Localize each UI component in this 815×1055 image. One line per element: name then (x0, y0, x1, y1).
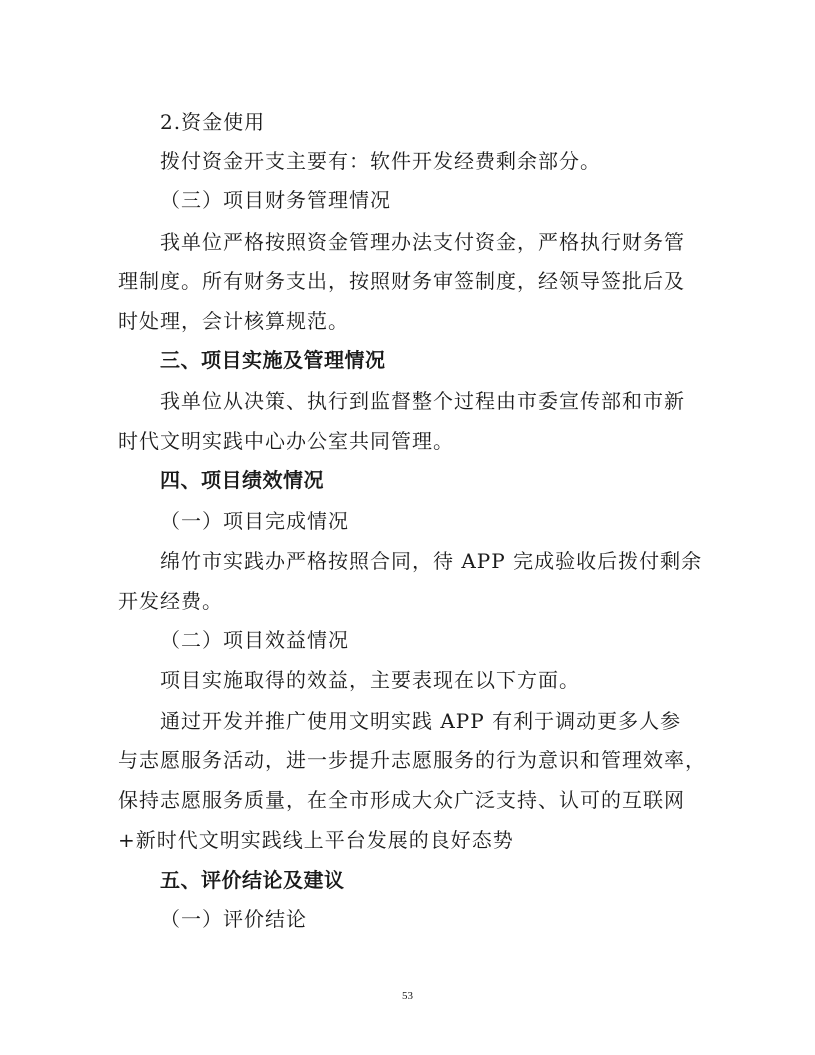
page-number: 53 (402, 990, 413, 1002)
section-heading: 三、项目实施及管理情况 (160, 348, 386, 372)
paragraph-line: 理制度。所有财务支出，按照财务审签制度，经领导签批后及 (118, 269, 685, 293)
paragraph-line: 时处理，会计核算规范。 (118, 309, 349, 333)
subsection-heading: （二）项目效益情况 (160, 628, 349, 652)
paragraph-line: 我单位从决策、执行到监督整个过程由市委宣传部和市新 (160, 389, 685, 413)
section-heading: 五、评价结论及建议 (160, 868, 345, 892)
section-heading: 四、项目绩效情况 (160, 468, 324, 492)
subsection-heading: （一）项目完成情况 (160, 509, 349, 533)
paragraph-line: +新时代文明实践线上平台发展的良好态势 (118, 828, 514, 852)
paragraph-line: 开发经费。 (118, 589, 223, 613)
subsection-heading: （三）项目财务管理情况 (160, 188, 391, 212)
subsection-heading: （一）评价结论 (160, 907, 307, 931)
paragraph-line: 与志愿服务活动，进一步提升志愿服务的行为意识和管理效率， (118, 748, 706, 772)
paragraph-line: 2.资金使用 (160, 110, 266, 134)
paragraph-line: 我单位严格按照资金管理办法支付资金，严格执行财务管 (160, 230, 685, 254)
paragraph-line: 项目实施取得的效益，主要表现在以下方面。 (160, 668, 580, 692)
paragraph-line: 通过开发并推广使用文明实践 APP 有利于调动更多人参 (160, 709, 682, 733)
paragraph-line: 时代文明实践中心办公室共同管理。 (118, 429, 454, 453)
paragraph-line: 绵竹市实践办严格按照合同，待 APP 完成验收后拨付剩余 (160, 549, 703, 573)
paragraph-line: 拨付资金开支主要有：软件开发经费剩余部分。 (160, 149, 601, 173)
paragraph-line: 保持志愿服务质量，在全市形成大众广泛支持、认可的互联网 (118, 788, 685, 812)
